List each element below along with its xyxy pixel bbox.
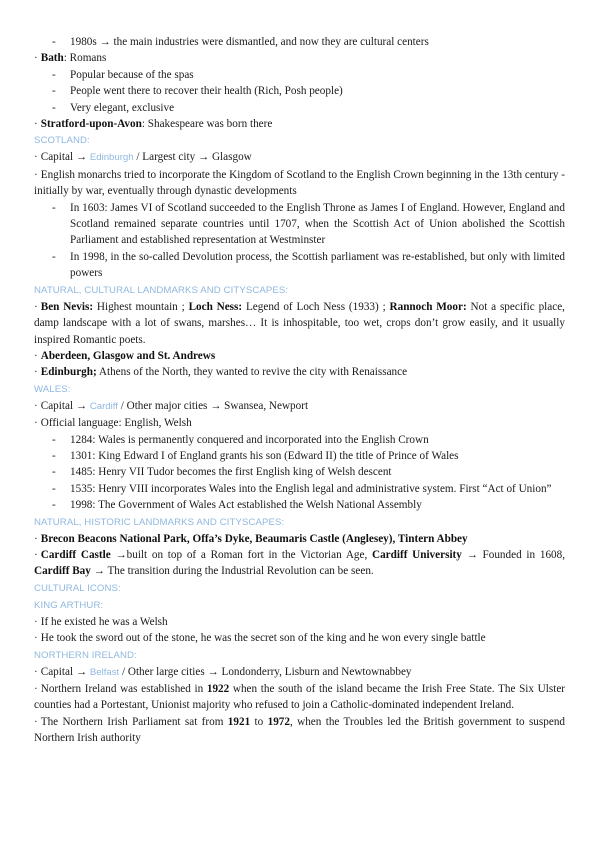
- bullet-paragraph: [34, 547, 565, 580]
- dash-list-item: [34, 497, 565, 513]
- dash-list-item: [34, 200, 565, 249]
- dash-list-item: [34, 67, 565, 83]
- dash-item-text: 1535: Henry VIII incorporates Wales into the English legal and administrative system. First “Act of Union”: [70, 482, 552, 495]
- text-run: when the south of the island became the Irish Free State. The Six Ulster counties had a Portestant, Unionist majority who refused to join a Catholic-dominated independent Ireland.: [34, 683, 566, 712]
- bullet-paragraph: [34, 348, 565, 364]
- bullet-marker: ·: [34, 52, 38, 65]
- text-run: → Founded in 1608,: [461, 548, 566, 561]
- section-heading: CULTURAL ICONS:: [34, 582, 121, 594]
- bullet-marker: ·: [34, 399, 38, 412]
- text-run: Official language: English, Welsh: [40, 417, 192, 430]
- text-run: He took the sword out of the stone, he was the secret son of the king and he won every single battle: [40, 632, 486, 645]
- bullet-marker: ·: [34, 349, 38, 362]
- bullet-paragraph: [34, 664, 565, 681]
- dash-item-text: Very elegant, exclusive: [70, 101, 175, 114]
- bold-term: Brecon Beacons National Park, Offa’s Dyke, Beaumaris Castle (Anglesey), Tintern Abbey: [40, 532, 468, 545]
- dash-item-text: 1980s → the main industries were dismantled, and now they are cultural centers: [70, 36, 429, 48]
- dash-list-item: [34, 448, 565, 464]
- text-run: If he existed he was a Welsh: [40, 615, 168, 628]
- dash-list-item: [34, 464, 565, 480]
- bullet-marker: ·: [34, 632, 38, 645]
- bullet-paragraph: [34, 614, 565, 630]
- section-heading: NATURAL, CULTURAL LANDMARKS AND CITYSCAPES:: [34, 284, 289, 296]
- bold-term: Aberdeen, Glasgow and St. Andrews: [40, 349, 216, 362]
- capital-city: Cardiff: [89, 400, 118, 412]
- section-heading: KING ARTHUR:: [34, 599, 104, 611]
- section-heading: SCOTLAND:: [34, 135, 90, 147]
- bullet-paragraph: [34, 116, 565, 132]
- text-run: →built on top of a Roman fort in the Victorian Age,: [110, 548, 372, 561]
- text-run: Capital →: [40, 151, 90, 164]
- text-run: Northern Ireland was established in: [40, 683, 207, 695]
- dash-item-text: In 1603: James VI of Scotland succeeded to the English Throne as James I of England. However, England and Scotland remained separate countries until 1707, when the Scottish Act of Union abolished the Scottish Parliament and established representation at Westminster: [70, 201, 565, 247]
- document-page: [34, 34, 565, 747]
- dash-list-item: [34, 481, 565, 497]
- bold-term: Bath: [40, 52, 64, 65]
- bold-term: Loch Ness:: [188, 300, 243, 313]
- text-run: / Other major cities → Swansea, Newport: [117, 399, 309, 412]
- dash-item-text: In 1998, in the so-called Devolution process, the Scottish parliament was re-established, but only with limited powers: [70, 250, 565, 280]
- bullet-marker: ·: [34, 683, 38, 695]
- text-run: : Shakespeare was born there: [141, 118, 273, 131]
- dash-list-item: [34, 432, 565, 448]
- bullet-paragraph: [34, 531, 565, 547]
- bold-term: Cardiff Bay: [34, 565, 91, 578]
- capital-city: Belfast: [89, 666, 120, 678]
- bullet-paragraph: [34, 149, 565, 166]
- bullet-marker: ·: [34, 532, 38, 545]
- dash-item-text: Popular because of the spas: [70, 68, 194, 81]
- bullet-paragraph: [34, 299, 565, 348]
- dash-marker: -: [52, 466, 56, 479]
- bullet-marker: ·: [34, 366, 38, 379]
- dash-item-text: 1998: The Government of Wales Act established the Welsh National Assembly: [70, 499, 422, 512]
- text-run: to: [250, 715, 268, 728]
- bullet-marker: ·: [34, 665, 38, 678]
- dash-list-item: [34, 34, 565, 50]
- dash-list-item: [34, 249, 565, 282]
- text-run: → The transition during the Industrial Revolution can be seen.: [90, 565, 374, 578]
- text-run: / Largest city → Glasgow: [133, 151, 252, 164]
- bullet-paragraph: [34, 681, 565, 714]
- dash-marker: -: [52, 85, 56, 98]
- bullet-paragraph: [34, 364, 565, 380]
- bold-term: Rannoch Moor:: [389, 300, 467, 313]
- dash-marker: -: [52, 449, 56, 462]
- bullet-paragraph: [34, 630, 565, 646]
- dash-marker: -: [52, 68, 56, 81]
- bold-term: 1972: [267, 715, 290, 728]
- bullet-marker: ·: [34, 417, 38, 430]
- section-heading: NATURAL, HISTORIC LANDMARKS AND CITYSCAPES:: [34, 516, 285, 528]
- dash-item-text: 1301: King Edward I of England grants his son (Edward II) the title of Prince of Wales: [70, 449, 459, 462]
- bold-term: 1922: [206, 683, 230, 695]
- bold-term: Cardiff Castle: [40, 548, 111, 561]
- text-run: : Romans: [63, 52, 107, 65]
- dash-item-text: People went there to recover their health (Rich, Posh people): [70, 85, 343, 98]
- dash-marker: -: [52, 433, 56, 446]
- text-run: , when the Troubles led the British government to suspend Northern Irish authority: [34, 715, 566, 745]
- dash-marker: -: [52, 101, 56, 114]
- bullet-paragraph: [34, 50, 565, 66]
- section-heading: WALES:: [34, 383, 71, 395]
- text-run: The Northern Irish Parliament sat from: [40, 715, 228, 728]
- bold-term: Ben Nevis:: [40, 300, 94, 313]
- capital-city: Edinburgh: [89, 152, 134, 164]
- dash-marker: -: [52, 250, 56, 263]
- bullet-paragraph: [34, 398, 565, 415]
- bold-term: Edinburgh;: [40, 366, 97, 379]
- section-heading: NORTHERN IRELAND:: [34, 649, 137, 661]
- dash-marker: -: [52, 482, 56, 495]
- text-run: English monarchs tried to incorporate the Kingdom of Scotland to the English Crown beginning in the 13th century - initially by war, eventually through dynastic developments: [34, 168, 565, 198]
- dash-list-item: [34, 100, 565, 116]
- dash-item-text: 1284: Wales is permanently conquered and incorporated into the English Crown: [70, 433, 429, 446]
- text-run: Highest mountain ;: [93, 300, 189, 313]
- bullet-marker: ·: [34, 615, 38, 628]
- dash-marker: -: [52, 36, 56, 48]
- bullet-paragraph: [34, 167, 565, 200]
- text-run: / Other large cities → Londonderry, Lisburn and Newtownabbey: [119, 665, 412, 678]
- dash-item-text: 1485: Henry VII Tudor becomes the first English king of Welsh descent: [70, 466, 392, 479]
- bold-term: Stratford-upon-Avon: [40, 118, 142, 131]
- bullet-paragraph: [34, 415, 565, 431]
- text-run: Legend of Loch Ness (1933) ;: [242, 300, 390, 313]
- bold-term: Cardiff University: [372, 548, 462, 561]
- text-run: Capital →: [40, 665, 90, 678]
- bullet-paragraph: [34, 714, 565, 747]
- bullet-marker: ·: [34, 548, 38, 561]
- bullet-marker: ·: [34, 118, 38, 131]
- dash-marker: -: [52, 201, 56, 214]
- dash-marker: -: [52, 499, 56, 512]
- dash-list-item: [34, 83, 565, 99]
- text-run: Athens of the North, they wanted to revive the city with Renaissance: [96, 366, 408, 379]
- bullet-marker: ·: [34, 300, 38, 313]
- text-run: Not a specific place, damp landscape with a lot of swans, marshes… It is inhospitable, too wet, crops don’t grow easily, and it usually inspired Romantic poets.: [34, 300, 565, 346]
- bullet-marker: ·: [34, 151, 38, 164]
- bullet-marker: ·: [34, 715, 38, 728]
- text-run: Capital →: [40, 399, 90, 412]
- bullet-marker: ·: [34, 168, 38, 181]
- bold-term: 1921: [227, 715, 251, 728]
